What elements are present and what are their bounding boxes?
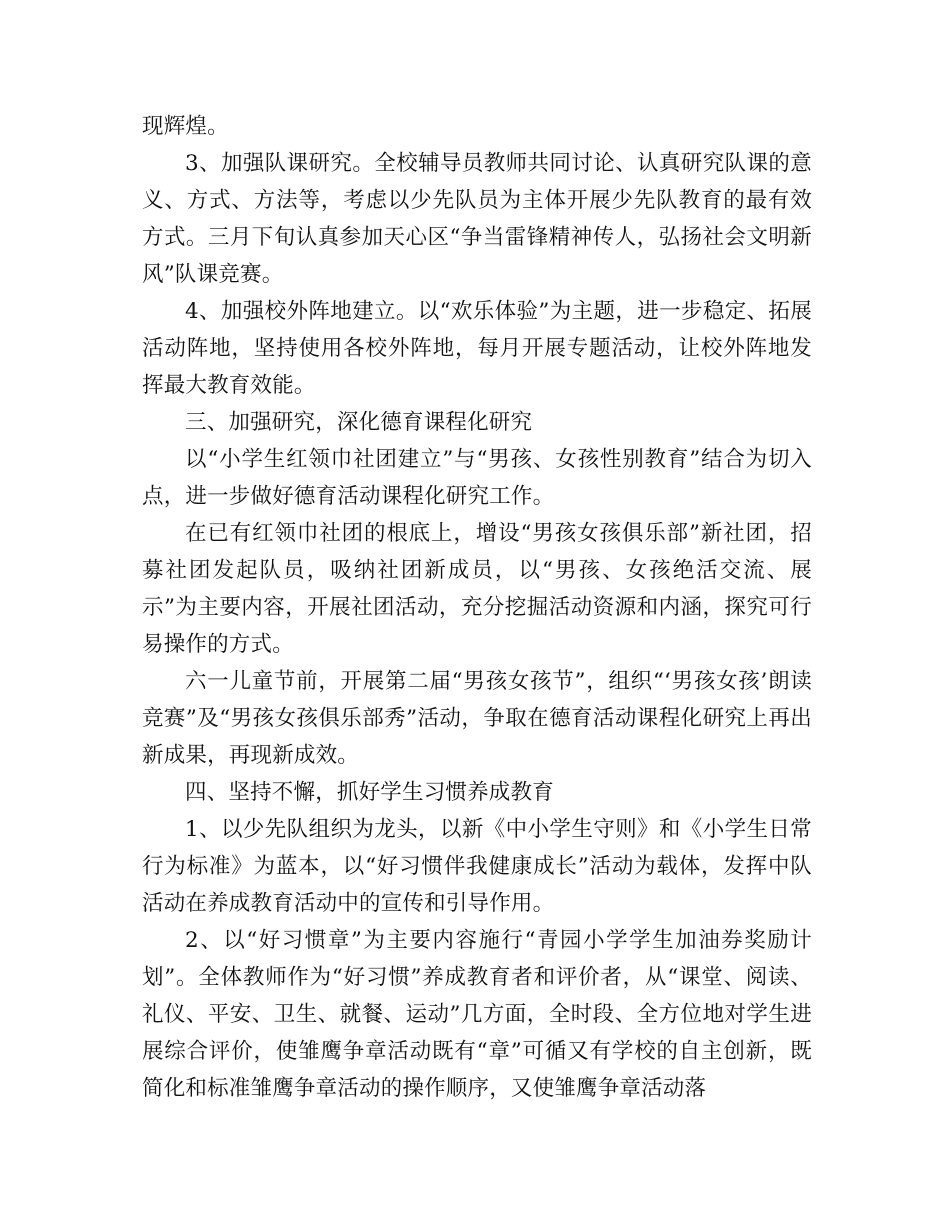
section-heading-3: 三、加强研究，深化德育课程化研究: [185, 410, 533, 435]
document-body: [142, 108, 812, 1107]
paragraph-continuation: 现辉煌。: [142, 114, 229, 139]
section-heading-4: 四、坚持不懈，抓好学生习惯养成教育: [185, 780, 554, 805]
paragraph-red-scarf-intro: 以“小学生红领巾社团建立”与“男孩、女孩性别教育”结合为切入点，进一步做好德育活动课程化研究工作。: [142, 447, 812, 509]
paragraph-item-4: 4、加强校外阵地建立。以“欢乐体验”为主题，进一步稳定、拓展活动阵地，坚持使用各校外阵地，每月开展专题活动，让校外阵地发挥最大教育效能。: [142, 299, 812, 398]
paragraph-club: 在已有红领巾社团的根底上，增设“男孩女孩俱乐部”新社团，招募社团发起队员，吸纳社团新成员，以“男孩、女孩绝活交流、展示”为主要内容，开展社团活动，充分挖掘活动资源和内涵，探究可行易操作的方式。: [142, 521, 812, 657]
paragraph-childrens-day: 六一儿童节前，开展第二届“男孩女孩节”，组织“‘男孩女孩’朗读竞赛”及“男孩女孩俱乐部秀”活动，争取在德育活动课程化研究上再出新成果，再现新成效。: [142, 669, 812, 768]
paragraph-item-3: 3、加强队课研究。全校辅导员教师共同讨论、认真研究队课的意义、方式、方法等，考虑以少先队员为主体开展少先队教育的最有效方式。三月下旬认真参加天心区“争当雷锋精神传人，弘扬社会文明新风”队课竞赛。: [142, 151, 812, 287]
paragraph-habit-2: 2、以“好习惯章”为主要内容施行“青园小学学生加油券奖励计划”。全体教师作为“好习惯”养成教育者和评价者，从“课堂、阅读、礼仪、平安、卫生、就餐、运动”几方面，全时段、全方位地对学生进展综合评价，使雏鹰争章活动既有“章”可循又有学校的自主创新，既简化和标准雏鹰争章活动的操作顺序，又使雏鹰争章活动落: [142, 928, 812, 1101]
paragraph-habit-1: 1、以少先队组织为龙头，以新《中小学生守则》和《小学生日常行为标准》为蓝本，以“好习惯伴我健康成长”活动为载体，发挥中队活动在养成教育活动中的宣传和引导作用。: [142, 817, 812, 916]
